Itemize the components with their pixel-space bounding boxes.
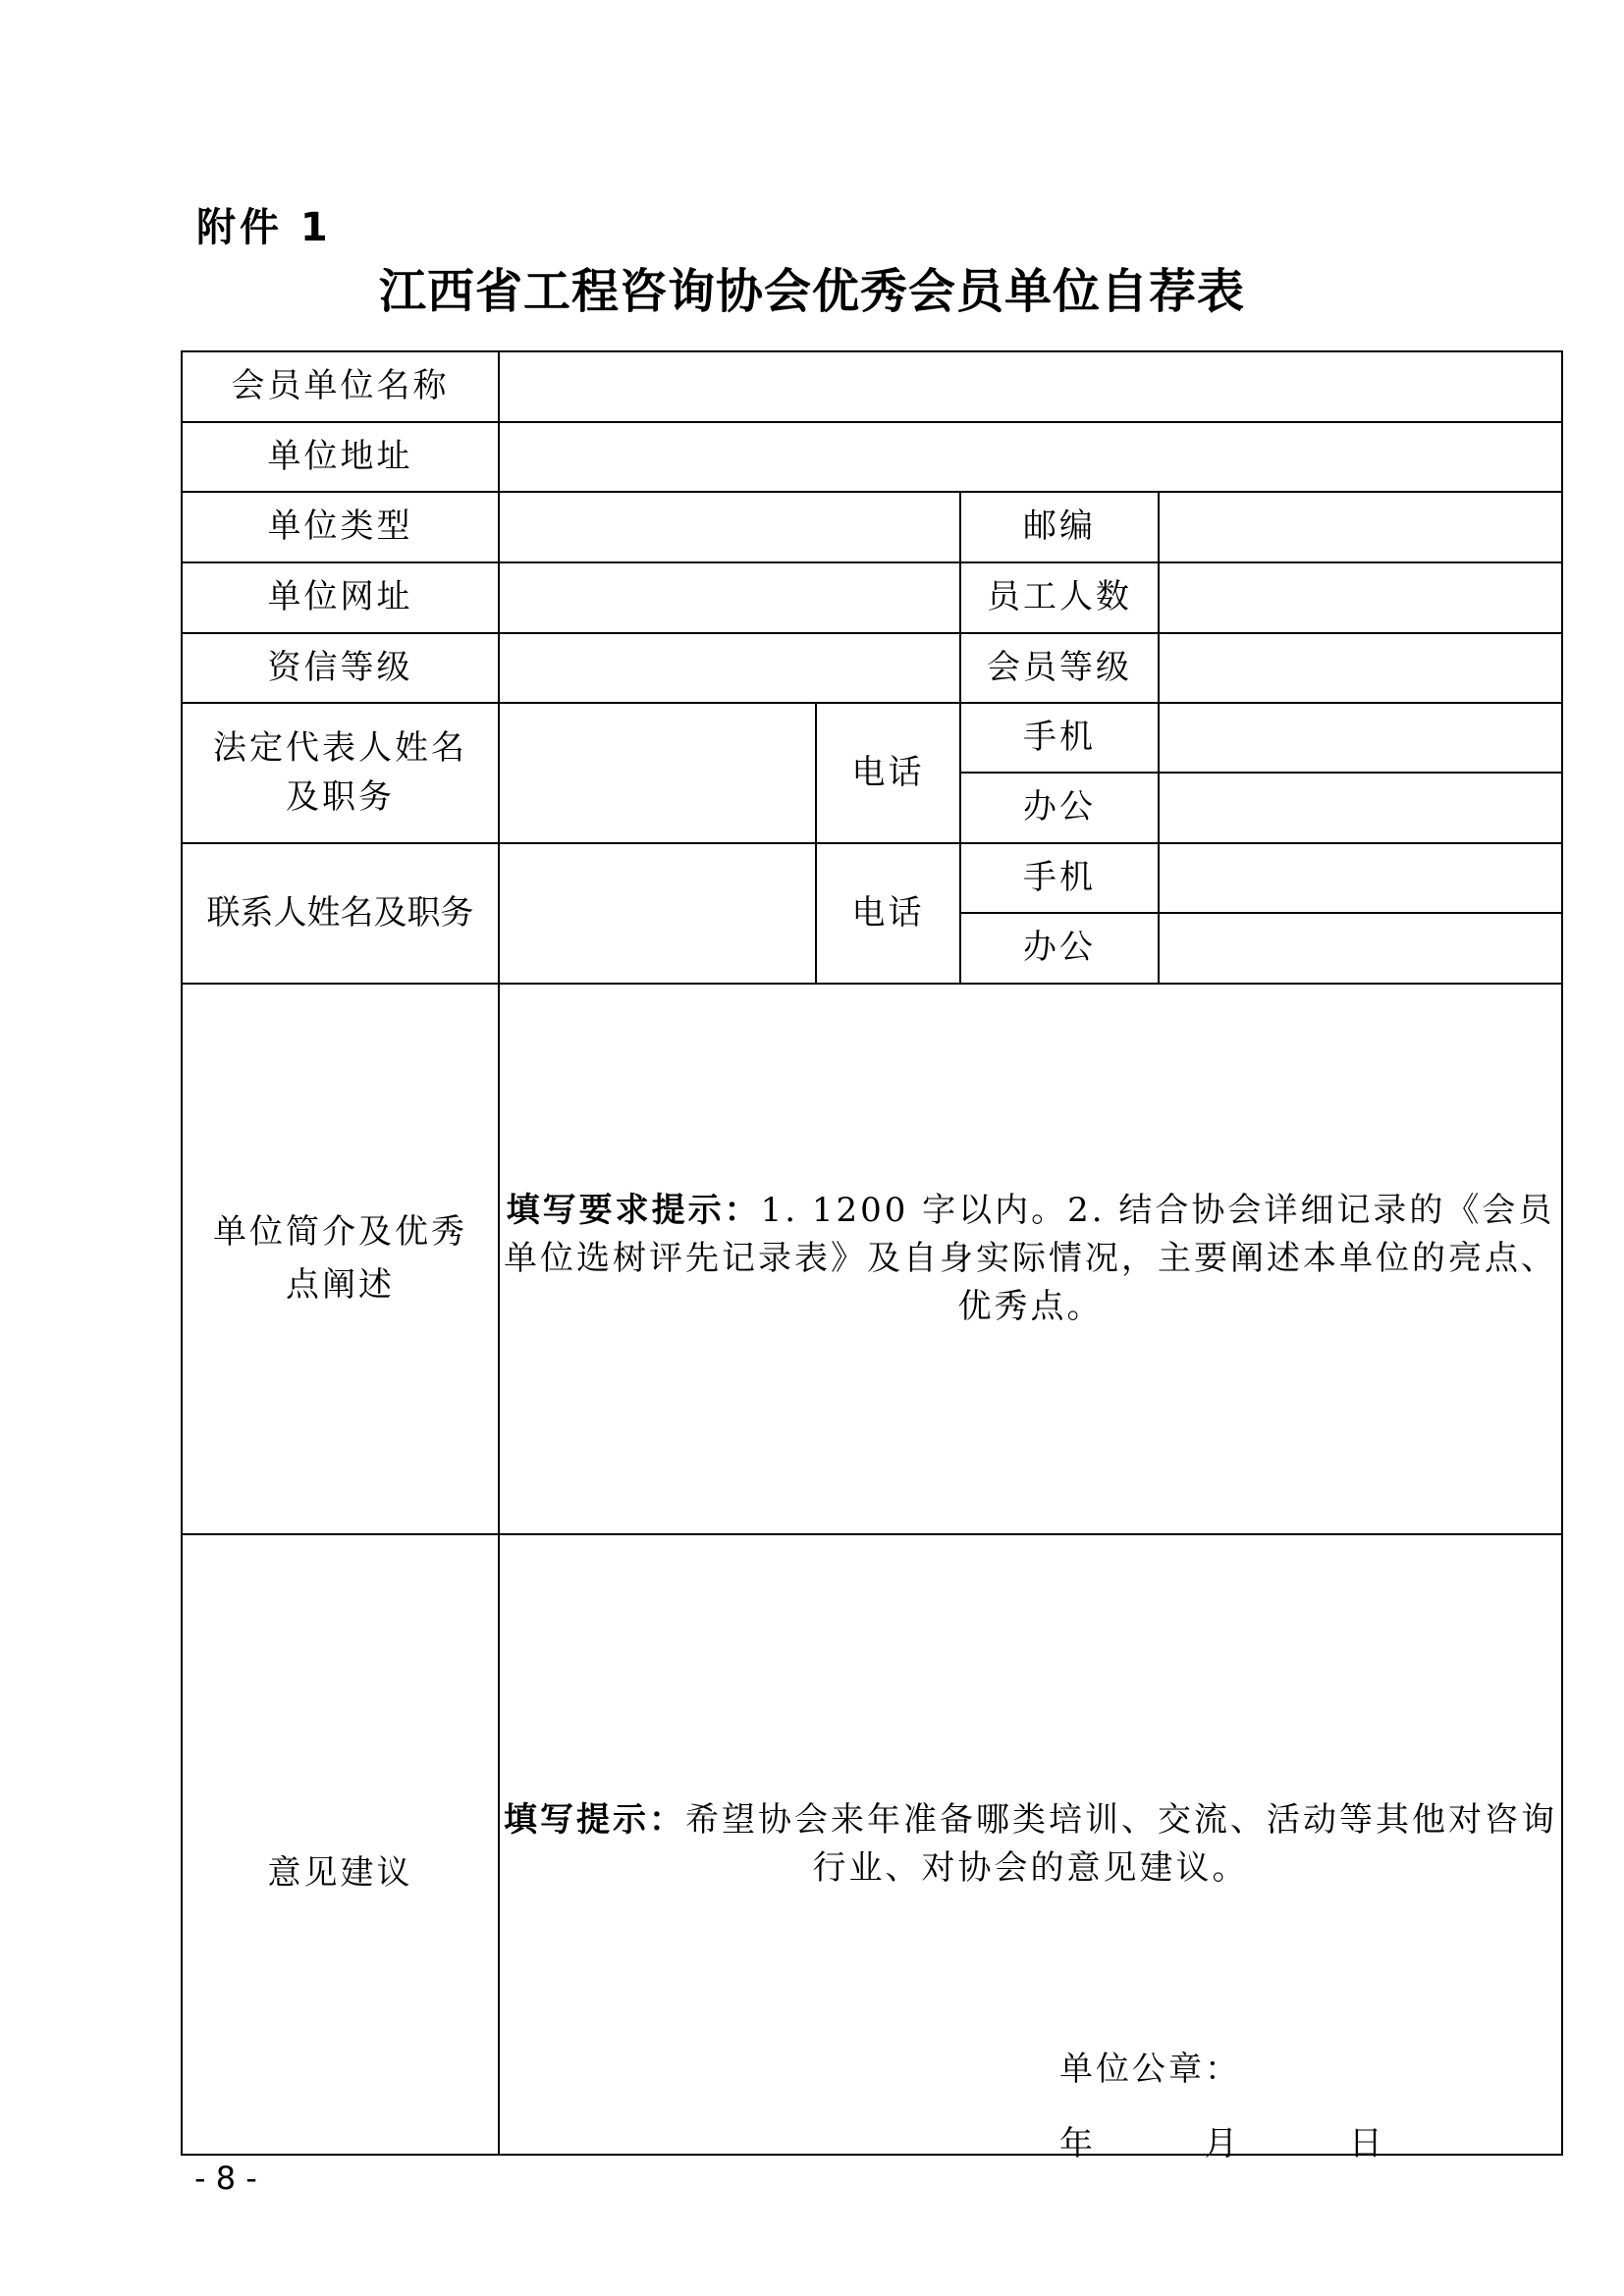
legal-rep-office-field[interactable] [1159, 773, 1562, 843]
member-grade-field[interactable] [1159, 633, 1562, 703]
postcode-label: 邮编 [960, 492, 1159, 562]
suggestion-hint-text: 希望协会来年准备哪类培训、交流、活动等其他对咨询行业、对协会的意见建议。 [685, 1799, 1557, 1888]
website-label: 单位网址 [182, 562, 499, 633]
credit-grade-label: 资信等级 [182, 633, 499, 703]
member-grade-label: 会员等级 [960, 633, 1159, 703]
legal-rep-phone-label: 电话 [816, 703, 960, 843]
contact-mobile-field[interactable] [1159, 843, 1562, 913]
contact-office-label: 办公 [960, 913, 1159, 984]
suggestion-field[interactable] [499, 1534, 1562, 2163]
legal-rep-mobile-field[interactable] [1159, 703, 1562, 773]
address-label: 单位地址 [182, 422, 499, 492]
page-number: - 8 - [194, 2160, 257, 2197]
contact-office-field[interactable] [1159, 913, 1562, 984]
legal-rep-office-label: 办公 [960, 773, 1159, 843]
suggestion-label: 意见建议 [182, 1534, 499, 2155]
legal-rep-label-line2: 及职务 [286, 776, 395, 817]
address-field[interactable] [499, 422, 1562, 492]
staff-count-field[interactable] [1159, 562, 1562, 633]
intro-hint-label: 填写要求提示： [506, 1190, 761, 1230]
suggestion-hint-label: 填写提示： [504, 1799, 685, 1840]
contact-field[interactable] [499, 843, 816, 984]
legal-rep-label [182, 703, 499, 843]
member-name-field[interactable] [499, 351, 1562, 422]
attachment-label: 附件 1 [196, 205, 332, 250]
contact-label: 联系人姓名及职务 [182, 843, 499, 984]
form-title: 江西省工程咨询协会优秀会员单位自荐表 [378, 264, 1245, 319]
unit-type-label: 单位类型 [182, 492, 499, 562]
intro-label [182, 984, 499, 1534]
website-field[interactable] [499, 562, 960, 633]
legal-rep-mobile-label: 手机 [960, 703, 1159, 773]
staff-count-label: 员工人数 [960, 562, 1159, 633]
intro-label-line2: 点阐述 [286, 1264, 395, 1305]
intro-label-line1: 单位简介及优秀 [213, 1212, 467, 1253]
legal-rep-label-line1: 法定代表人姓名 [213, 728, 467, 769]
legal-rep-field[interactable] [499, 703, 816, 843]
intro-hint-text: 1. 1200 字以内。2. 结合协会详细记录的《会员单位选树评先记录表》及自身实际情况，主要阐述本单位的亮点、优秀点。 [504, 1190, 1557, 1327]
intro-field[interactable] [499, 984, 1562, 1534]
member-name-label: 会员单位名称 [182, 351, 499, 422]
credit-grade-field[interactable] [499, 633, 960, 703]
contact-mobile-label: 手机 [960, 843, 1159, 913]
postcode-field[interactable] [1159, 492, 1562, 562]
recommendation-form-table [181, 350, 1563, 2163]
unit-type-field[interactable] [499, 492, 960, 562]
contact-phone-label: 电话 [816, 843, 960, 984]
seal-label: 单位公章： [1059, 2050, 1241, 2089]
date-line: 年 月 日 [1059, 2124, 1385, 2163]
